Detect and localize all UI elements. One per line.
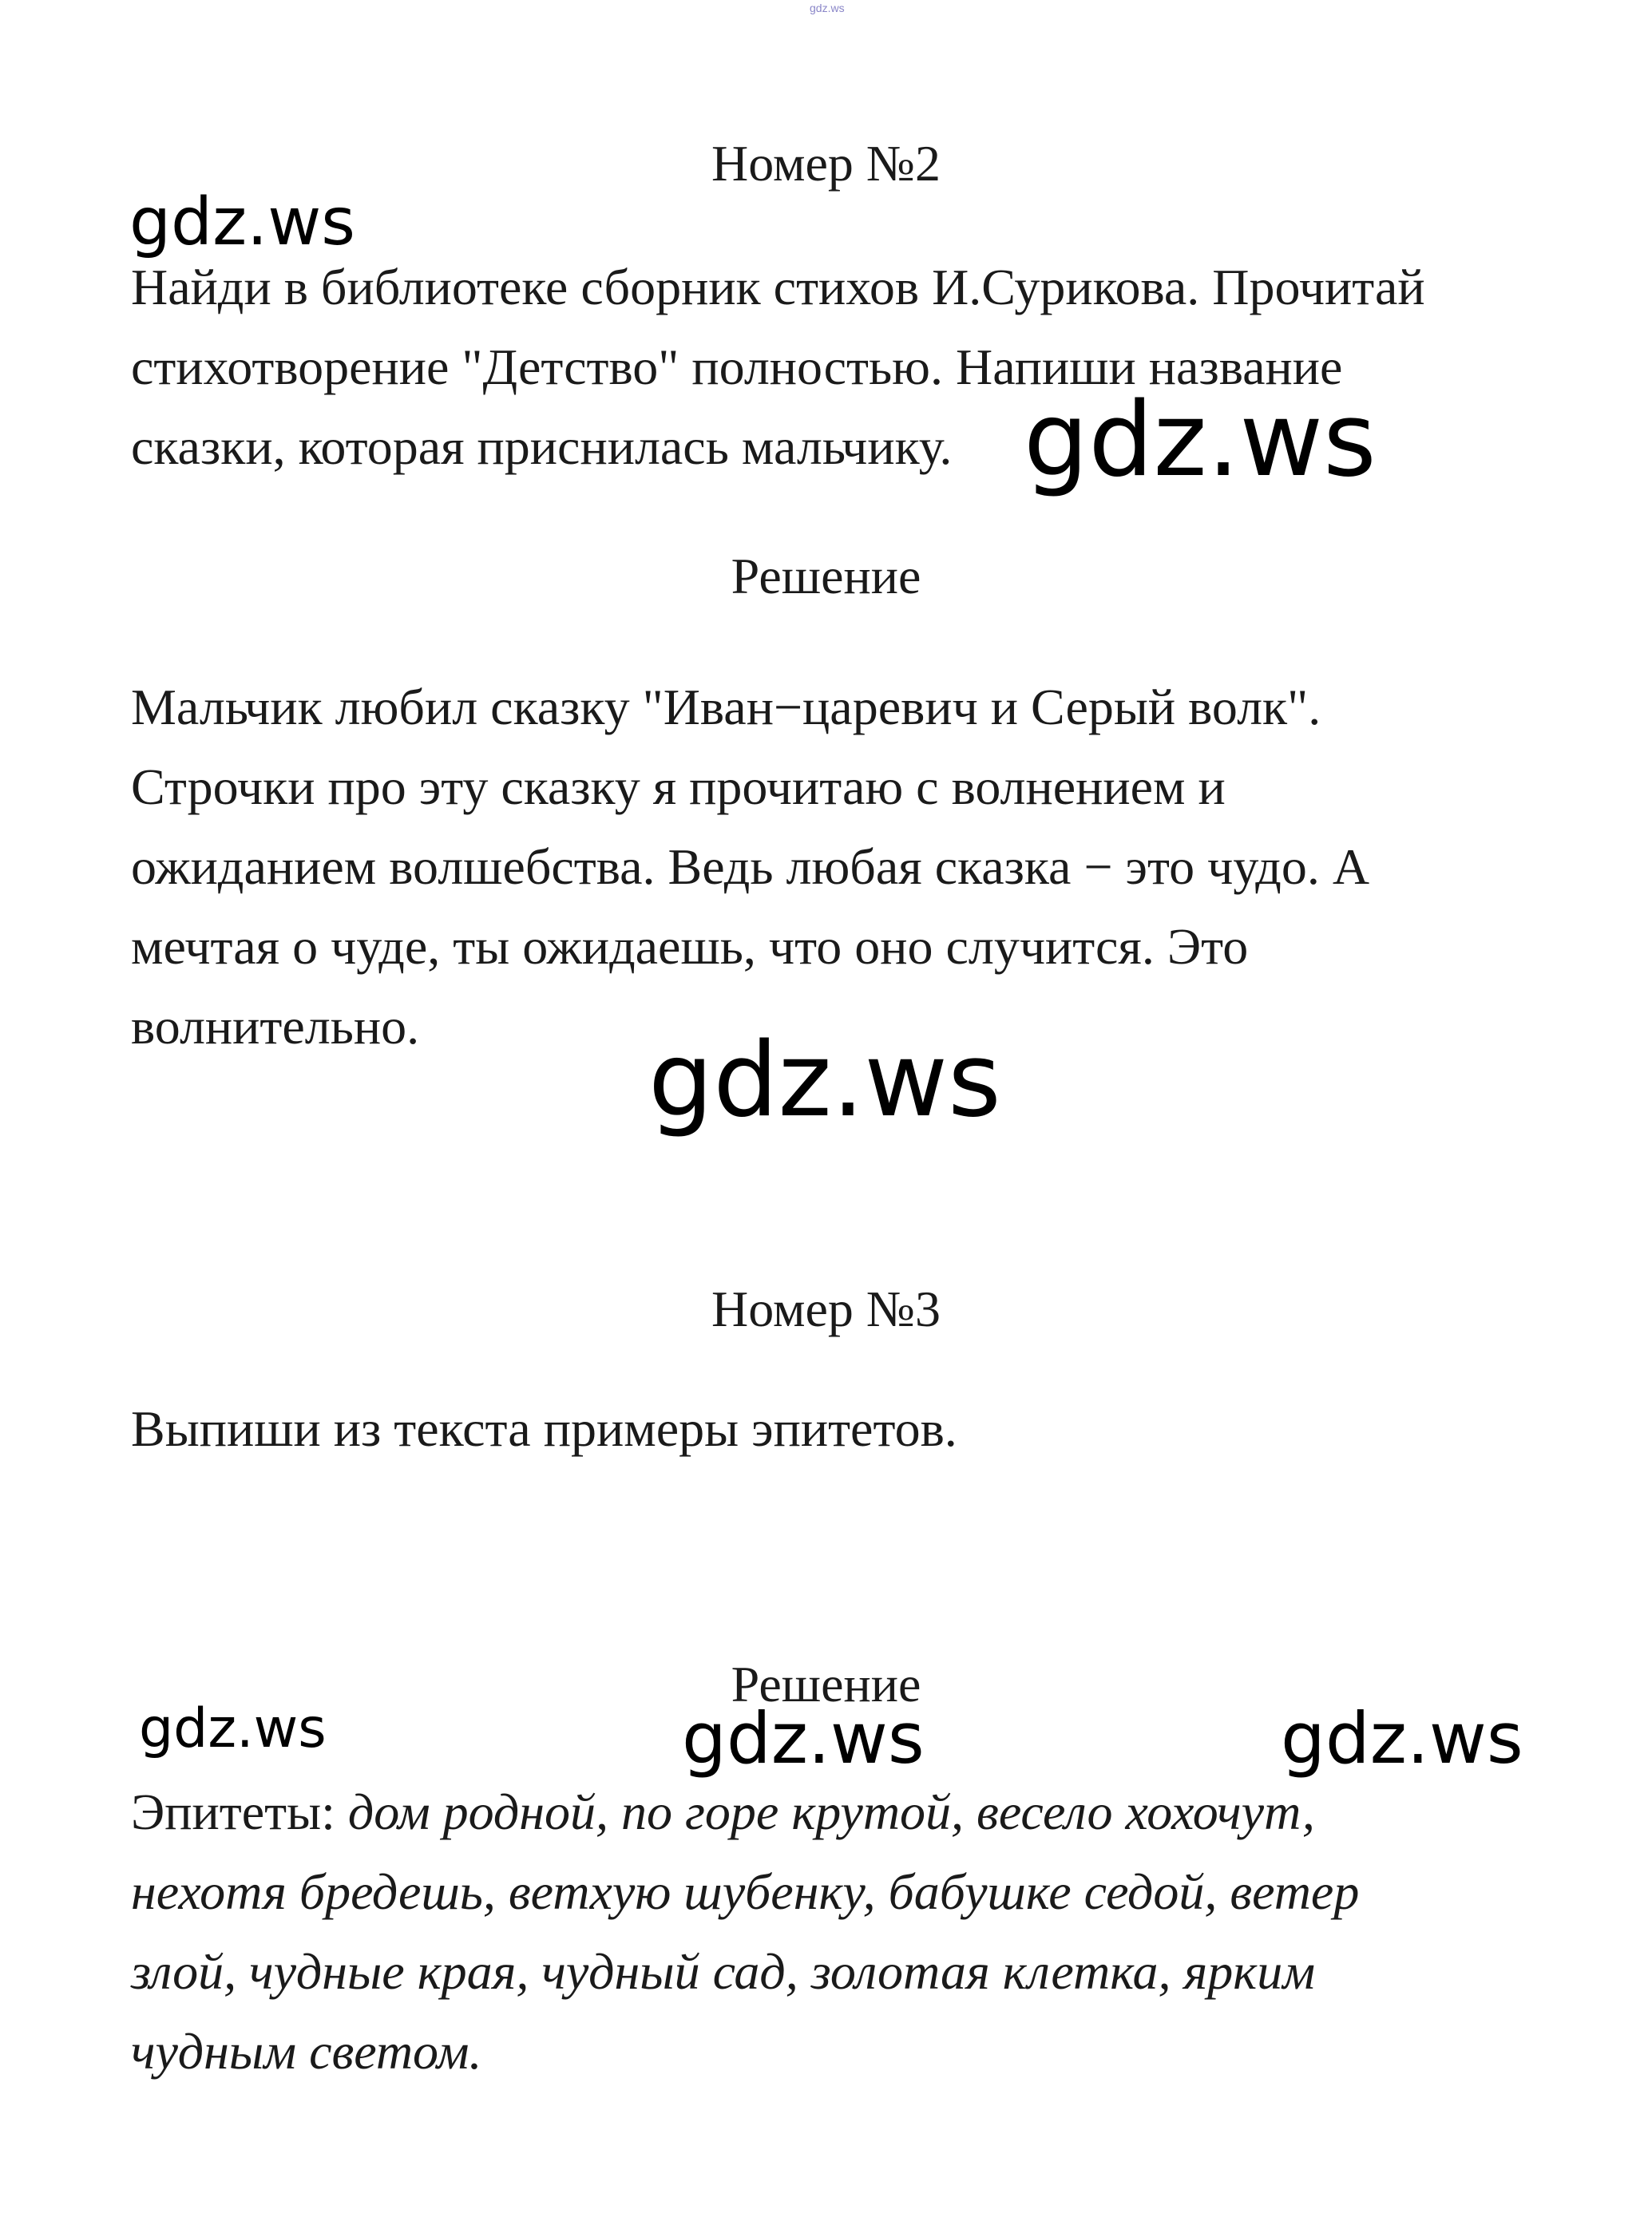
answer-line: Мальчик любил сказку "Иван−царевич и Серый волк". — [131, 679, 1321, 735]
task2-answer — [131, 667, 1568, 1067]
question-line: Найди в библиотеке сборник стихов И.Сурикова. Прочитай — [131, 259, 1425, 315]
answer-line: ожиданием волшебства. Ведь любая сказка − это чудо. А — [131, 838, 1370, 895]
top-watermark: gdz.ws — [810, 2, 845, 14]
epithets-line: чудным светом. — [131, 2023, 482, 2080]
epithets-line: нехотя бредешь, ветхую шубенку, бабушке седой, ветер — [131, 1863, 1360, 1920]
question-line: Выпиши из текста примеры эпитетов. — [131, 1400, 957, 1457]
answer-line: мечтая о чуде, ты ожидаешь, что оно случится. Это — [131, 918, 1249, 975]
question-line: сказки, которая приснилась мальчику. — [131, 418, 953, 475]
task2-heading: Номер №2 — [711, 135, 941, 192]
watermark: gdz.ws — [648, 1021, 1001, 1140]
answer-line — [131, 1772, 1568, 1852]
task3-question — [131, 1389, 1568, 1469]
answer-line: волнительно. — [131, 998, 420, 1055]
task2-solution-heading: Решение — [731, 548, 921, 604]
task3-answer — [131, 1772, 1568, 2092]
watermark: gdz.ws — [1281, 1697, 1523, 1780]
epithets-line: злой, чудные края, чудный сад, золотая клетка, ярким — [131, 1943, 1316, 2000]
epithets-text: дом родной, по горе крутой, весело хохочут, — [347, 1783, 1315, 1840]
answer-label: Эпитеты: — [131, 1783, 348, 1840]
task3-solution-heading: Решение — [731, 1656, 921, 1712]
answer-line: Строчки про эту сказку я прочитаю с волнением и — [131, 758, 1226, 815]
watermark: gdz.ws — [682, 1697, 925, 1780]
task3-heading: Номер №3 — [711, 1281, 941, 1337]
question-line: стихотворение "Детство" полностью. Напиши название — [131, 338, 1343, 395]
watermark: gdz.ws — [139, 1697, 327, 1760]
watermark: gdz.ws — [1024, 381, 1377, 500]
watermark: gdz.ws — [129, 184, 355, 260]
